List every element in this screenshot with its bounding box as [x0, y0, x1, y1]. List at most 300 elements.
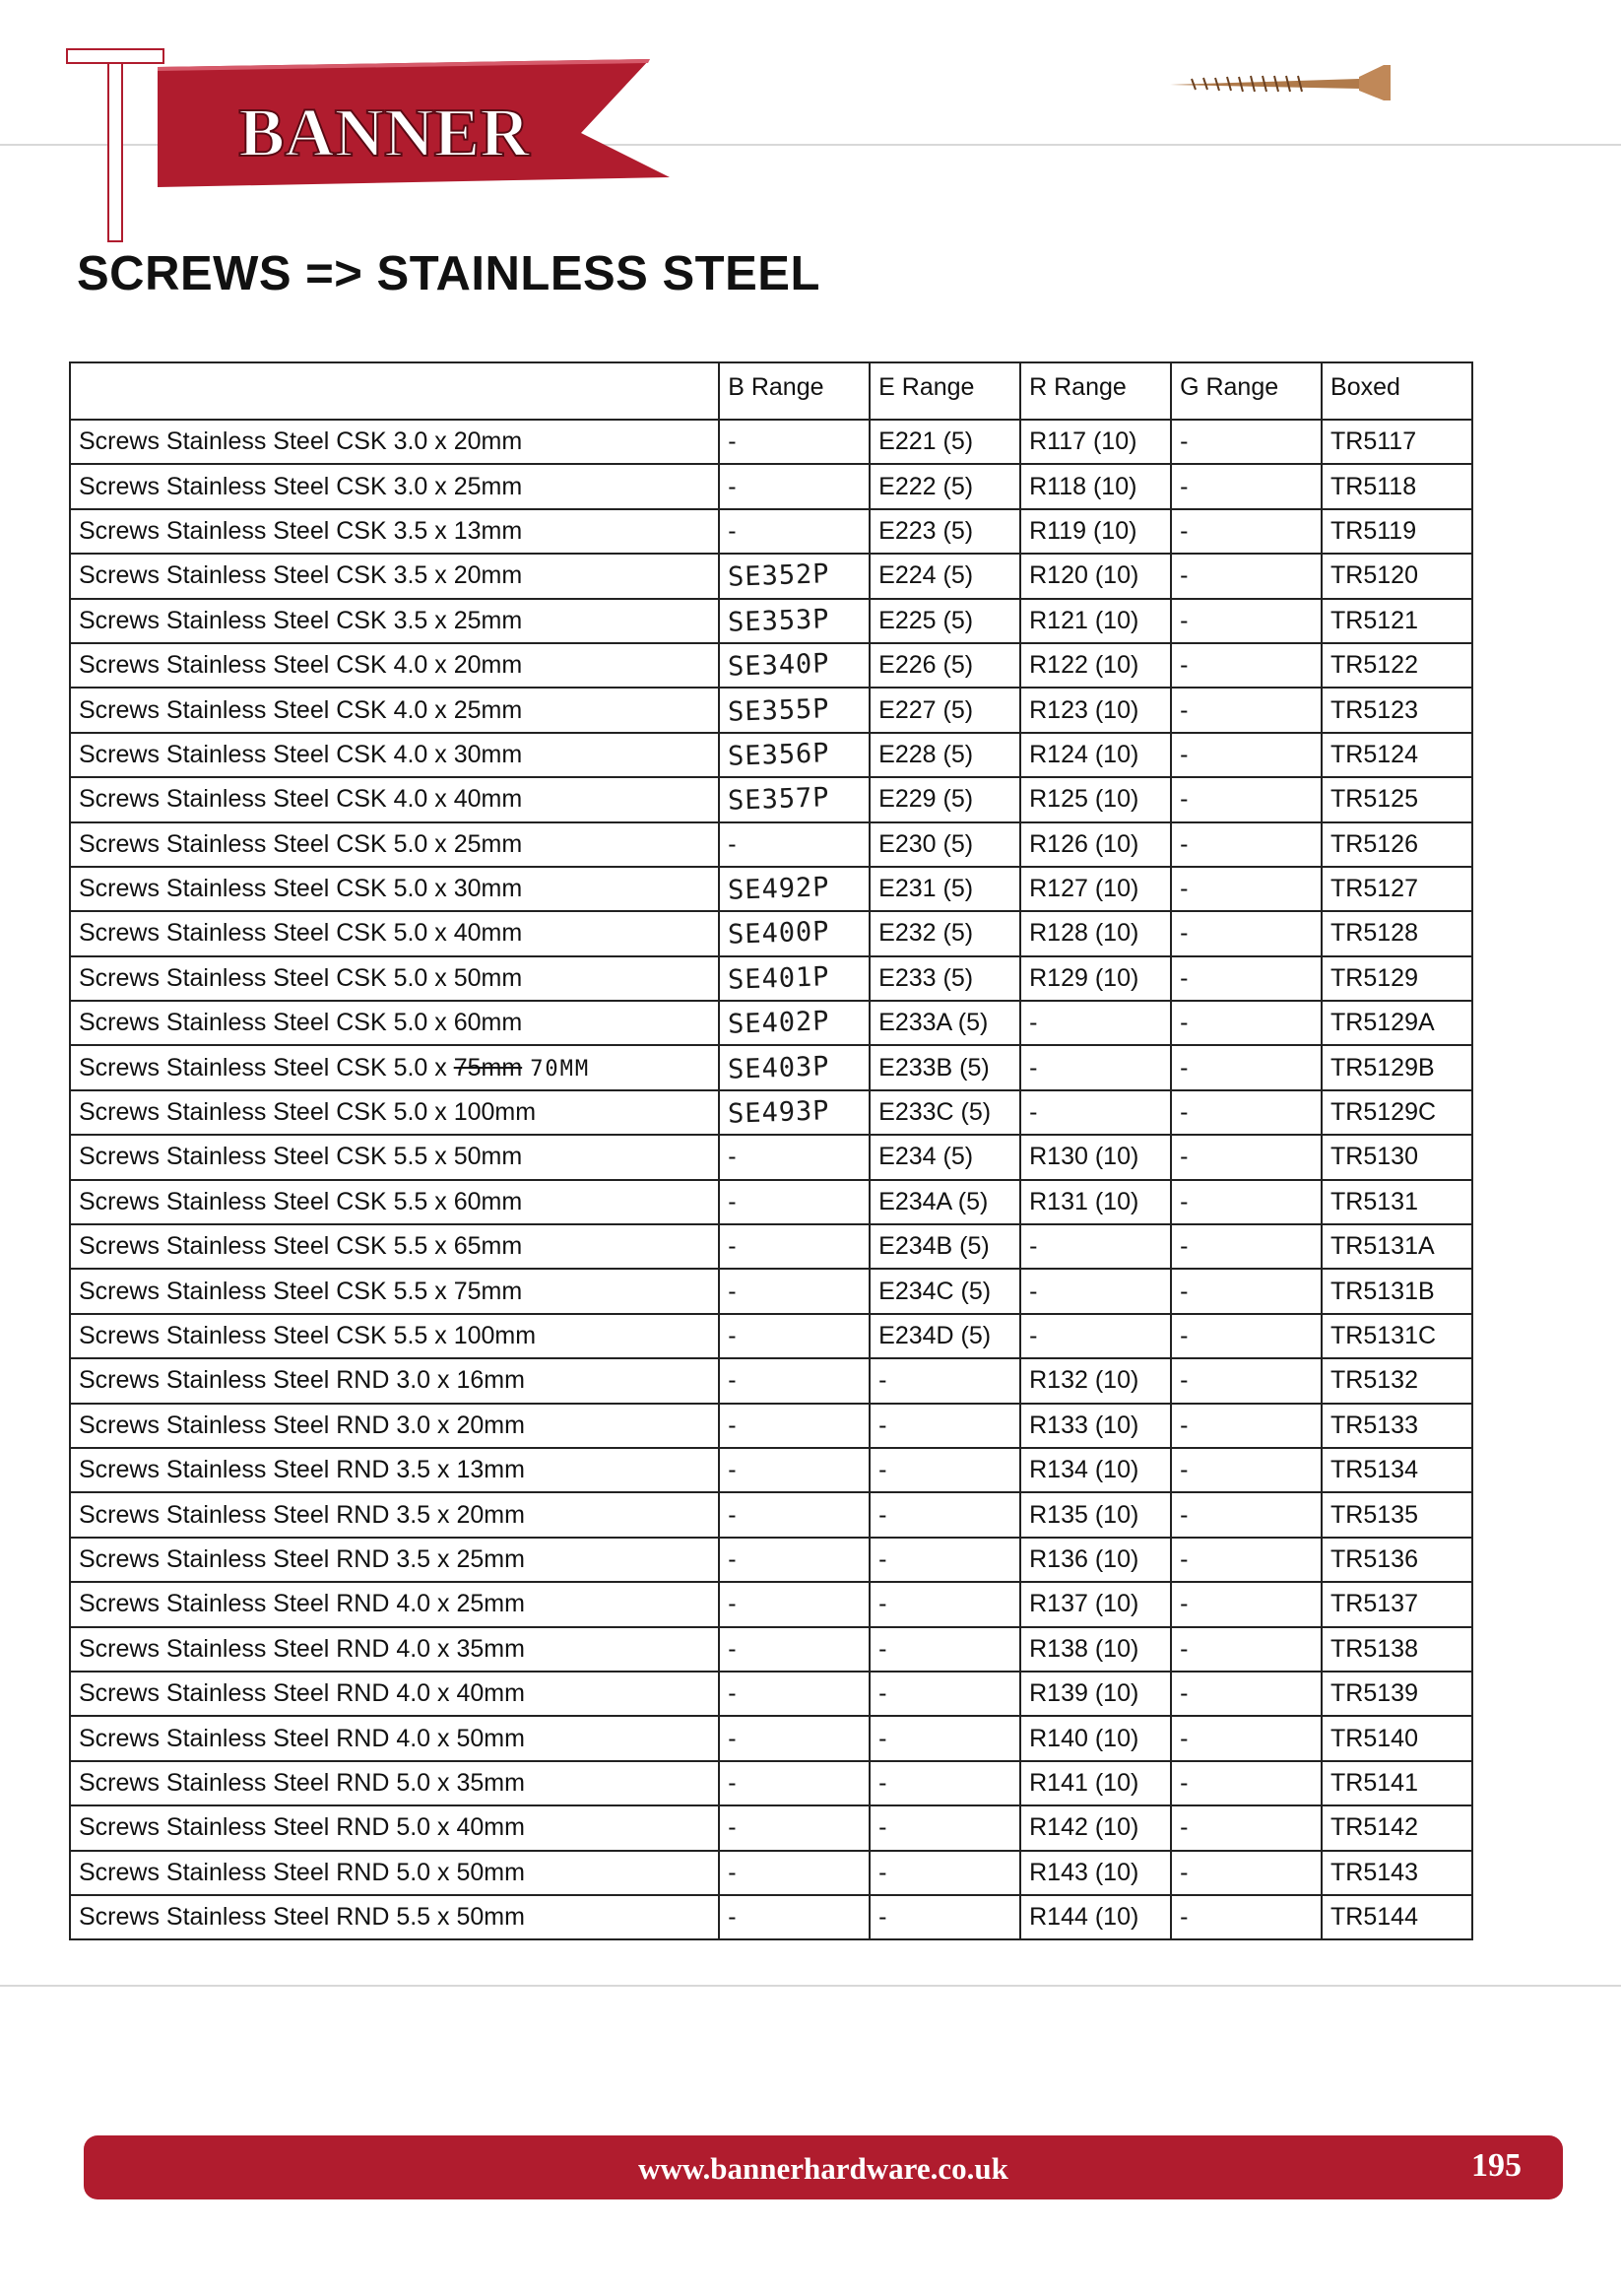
cell-g-range-text: -	[1180, 695, 1189, 724]
cell-boxed	[1322, 1492, 1472, 1537]
table-header-row	[70, 362, 1472, 420]
cell-e-range-text: E221 (5)	[878, 427, 974, 456]
cell-e-range-text: E226 (5)	[878, 651, 974, 680]
cell-r-range	[1020, 822, 1171, 867]
cell-g-range-text: -	[1180, 785, 1189, 814]
cell-g-range-text: -	[1180, 561, 1189, 590]
description-struck-size: 75mm	[453, 1053, 523, 1082]
cell-e-range-text: -	[878, 1858, 887, 1886]
cell-b-range	[719, 777, 870, 821]
table-row	[70, 1627, 1472, 1672]
cell-description	[70, 1895, 719, 1939]
cell-boxed	[1322, 1761, 1472, 1805]
cell-description	[70, 1672, 719, 1716]
cell-r-range	[1020, 777, 1171, 821]
cell-boxed	[1322, 1045, 1472, 1089]
cell-e-range-text: E222 (5)	[878, 472, 974, 500]
cell-boxed-text: TR5124	[1330, 740, 1418, 768]
description-text: Screws Stainless Steel RND 5.5 x 50mm	[79, 1903, 525, 1932]
cell-boxed	[1322, 554, 1472, 598]
cell-boxed	[1322, 1180, 1472, 1224]
cell-r-range	[1020, 1851, 1171, 1895]
cell-g-range	[1171, 867, 1322, 911]
description-text: Screws Stainless Steel CSK 5.5 x 50mm	[79, 1143, 523, 1171]
cell-boxed-text: TR5134	[1330, 1456, 1418, 1484]
cell-b-range-text: -	[728, 1724, 737, 1752]
cell-e-range-text: -	[878, 1768, 887, 1797]
cell-e-range-text: E233B (5)	[878, 1053, 990, 1082]
cell-b-range-text: -	[728, 1500, 737, 1529]
cell-description	[70, 956, 719, 1001]
cell-g-range	[1171, 1672, 1322, 1716]
cell-e-range	[870, 1448, 1020, 1492]
cell-r-range-text: R130 (10)	[1029, 1143, 1139, 1171]
cell-e-range-text: -	[878, 1903, 887, 1932]
cell-e-range-text: E233 (5)	[878, 963, 974, 992]
table-row	[70, 1404, 1472, 1448]
description-text: Screws Stainless Steel CSK 4.0 x 25mm	[79, 695, 523, 724]
cell-b-range-text: SE402P	[727, 1006, 831, 1041]
cell-e-range	[870, 420, 1020, 464]
table-row	[70, 1538, 1472, 1582]
cell-b-range	[719, 1314, 870, 1358]
cell-b-range-text: -	[728, 1679, 737, 1708]
cell-r-range	[1020, 509, 1171, 554]
cell-b-range	[719, 1135, 870, 1179]
table-row	[70, 1716, 1472, 1760]
cell-boxed-text: TR5120	[1330, 561, 1418, 590]
cell-e-range-text: E234 (5)	[878, 1143, 974, 1171]
cell-e-range-text: E234C (5)	[878, 1277, 992, 1305]
cell-boxed-text: TR5127	[1330, 875, 1418, 903]
cell-b-range	[719, 464, 870, 508]
cell-b-range	[719, 420, 870, 464]
cell-boxed-text: TR5133	[1330, 1410, 1418, 1439]
cell-r-range	[1020, 1001, 1171, 1045]
description-text: Screws Stainless Steel RND 3.0 x 16mm	[79, 1366, 525, 1395]
cell-description	[70, 1180, 719, 1224]
cell-boxed	[1322, 420, 1472, 464]
header-g-range: G Range	[1171, 362, 1322, 420]
cell-e-range-text: -	[878, 1456, 887, 1484]
cell-b-range-text: -	[728, 1322, 737, 1349]
cell-description	[70, 1492, 719, 1537]
cell-r-range-text: R143 (10)	[1029, 1858, 1139, 1886]
cell-r-range-text: R142 (10)	[1029, 1813, 1139, 1842]
cell-e-range-text: E233C (5)	[878, 1098, 992, 1127]
cell-g-range	[1171, 1358, 1322, 1403]
cell-g-range-text: -	[1180, 1053, 1189, 1082]
table-row	[70, 1895, 1472, 1939]
description-text: Screws Stainless Steel CSK 4.0 x 20mm	[79, 651, 523, 680]
cell-description	[70, 1314, 719, 1358]
cell-g-range-text: -	[1180, 472, 1189, 500]
cell-r-range-text: R131 (10)	[1029, 1187, 1139, 1215]
cell-e-range	[870, 1135, 1020, 1179]
cell-r-range-text: -	[1029, 1098, 1038, 1127]
table-row	[70, 1582, 1472, 1626]
cell-b-range	[719, 643, 870, 688]
table-row	[70, 1045, 1472, 1089]
cell-r-range-text: R127 (10)	[1029, 875, 1139, 903]
cell-e-range	[870, 1090, 1020, 1135]
cell-e-range-text: E227 (5)	[878, 695, 974, 724]
cell-b-range-text: SE356P	[727, 738, 831, 772]
cell-boxed-text: TR5126	[1330, 829, 1418, 858]
cell-g-range	[1171, 554, 1322, 598]
cell-b-range	[719, 1538, 870, 1582]
header-description	[70, 362, 719, 420]
cell-r-range-text: R120 (10)	[1029, 561, 1139, 590]
description-text: Screws Stainless Steel CSK 5.5 x 65mm	[79, 1232, 523, 1261]
cell-boxed	[1322, 688, 1472, 732]
table-row	[70, 1224, 1472, 1269]
cell-description	[70, 1269, 719, 1313]
products-table	[69, 361, 1473, 1940]
cell-boxed	[1322, 822, 1472, 867]
cell-g-range	[1171, 1492, 1322, 1537]
cell-boxed-text: TR5144	[1330, 1903, 1418, 1932]
cell-b-range-text: SE353P	[727, 603, 831, 638]
cell-g-range	[1171, 1761, 1322, 1805]
cell-g-range-text: -	[1180, 1903, 1189, 1932]
cell-description	[70, 1135, 719, 1179]
cell-b-range	[719, 867, 870, 911]
cell-boxed	[1322, 1627, 1472, 1672]
cell-description	[70, 1224, 719, 1269]
cell-boxed	[1322, 1404, 1472, 1448]
cell-boxed	[1322, 599, 1472, 643]
cell-g-range	[1171, 1538, 1322, 1582]
cell-g-range-text: -	[1180, 875, 1189, 903]
cell-boxed	[1322, 1135, 1472, 1179]
cell-b-range	[719, 1761, 870, 1805]
cell-g-range	[1171, 777, 1322, 821]
table-row	[70, 1761, 1472, 1805]
cell-boxed	[1322, 1001, 1472, 1045]
cell-description	[70, 733, 719, 777]
cell-r-range-text: R119 (10)	[1029, 516, 1137, 545]
cell-r-range	[1020, 1672, 1171, 1716]
cell-r-range-text: R141 (10)	[1029, 1768, 1139, 1797]
footer-url[interactable]: www.bannerhardware.co.uk	[638, 2151, 1008, 2186]
cell-g-range-text: -	[1180, 1768, 1189, 1797]
cell-g-range-text: -	[1180, 427, 1189, 456]
cell-g-range	[1171, 1448, 1322, 1492]
cell-g-range	[1171, 1180, 1322, 1224]
cell-g-range	[1171, 1135, 1322, 1179]
cell-g-range-text: -	[1180, 1634, 1189, 1663]
cell-boxed	[1322, 1358, 1472, 1403]
cell-e-range	[870, 1672, 1020, 1716]
cell-b-range	[719, 1358, 870, 1403]
cell-boxed	[1322, 777, 1472, 821]
cell-description	[70, 420, 719, 464]
cell-b-range	[719, 1090, 870, 1135]
cell-e-range	[870, 1895, 1020, 1939]
page-number: 195	[1471, 2147, 1522, 2184]
cell-description	[70, 554, 719, 598]
cell-b-range	[719, 509, 870, 554]
cell-r-range	[1020, 1180, 1171, 1224]
cell-b-range-text: -	[728, 1456, 737, 1484]
description-text: Screws Stainless Steel CSK 3.5 x 13mm	[79, 516, 523, 545]
cell-r-range	[1020, 1716, 1171, 1760]
cell-e-range-text: -	[878, 1724, 887, 1752]
description-text: Screws Stainless Steel CSK 3.0 x 25mm	[79, 472, 523, 500]
cell-r-range-text: -	[1029, 1232, 1038, 1261]
cell-b-range-text: SE355P	[727, 692, 831, 728]
cell-r-range	[1020, 1805, 1171, 1850]
cell-g-range	[1171, 1224, 1322, 1269]
cell-e-range	[870, 509, 1020, 554]
description-text: Screws Stainless Steel CSK 5.0 x 25mm	[79, 829, 523, 858]
cell-g-range	[1171, 733, 1322, 777]
description-text: Screws Stainless Steel CSK 3.0 x 20mm	[79, 427, 523, 456]
cell-boxed	[1322, 956, 1472, 1001]
cell-r-range	[1020, 599, 1171, 643]
cell-e-range-text: E225 (5)	[878, 606, 974, 634]
cell-boxed-text: TR5129	[1330, 963, 1418, 992]
cell-e-range	[870, 1582, 1020, 1626]
table-row	[70, 822, 1472, 867]
table-row	[70, 1851, 1472, 1895]
cell-g-range	[1171, 1001, 1322, 1045]
header-b-range: B Range	[719, 362, 870, 420]
description-text: Screws Stainless Steel CSK 4.0 x 40mm	[79, 785, 523, 814]
cell-boxed-text: TR5129C	[1330, 1098, 1437, 1127]
cell-e-range-text: E233A (5)	[878, 1009, 989, 1037]
cell-e-range	[870, 956, 1020, 1001]
cell-boxed	[1322, 464, 1472, 508]
cell-r-range	[1020, 1627, 1171, 1672]
cell-boxed-text: TR5136	[1330, 1544, 1418, 1573]
cell-b-range-text: SE352P	[727, 558, 831, 594]
cell-boxed	[1322, 1582, 1472, 1626]
cell-b-range-text: -	[728, 1858, 737, 1886]
cell-boxed-text: TR5131C	[1330, 1322, 1437, 1349]
cell-b-range	[719, 554, 870, 598]
cell-description	[70, 1761, 719, 1805]
cell-boxed-text: TR5129B	[1330, 1053, 1435, 1082]
cell-b-range	[719, 1269, 870, 1313]
cell-g-range	[1171, 643, 1322, 688]
cell-boxed	[1322, 1851, 1472, 1895]
cell-boxed	[1322, 1269, 1472, 1313]
handwritten-size-note: 70MM	[530, 1056, 591, 1082]
cell-g-range	[1171, 1851, 1322, 1895]
description-text: Screws Stainless Steel CSK 5.5 x 60mm	[79, 1187, 523, 1215]
cell-boxed-text: TR5137	[1330, 1590, 1418, 1618]
cell-g-range	[1171, 1895, 1322, 1939]
cell-r-range-text: R121 (10)	[1029, 606, 1139, 634]
cell-r-range	[1020, 1448, 1171, 1492]
cell-r-range-text: -	[1029, 1053, 1038, 1082]
footer-bar	[84, 2135, 1563, 2199]
description-text: Screws Stainless Steel RND 5.0 x 35mm	[79, 1768, 525, 1797]
cell-boxed-text: TR5121	[1330, 606, 1418, 634]
flag-pole	[108, 49, 122, 241]
cell-b-range-text: SE340P	[727, 648, 831, 683]
cell-r-range	[1020, 1314, 1171, 1358]
cell-boxed	[1322, 1672, 1472, 1716]
cell-b-range-text: -	[728, 1232, 737, 1261]
cell-e-range	[870, 1001, 1020, 1045]
cell-boxed-text: TR5143	[1330, 1858, 1418, 1886]
table-row	[70, 777, 1472, 821]
table-row	[70, 1135, 1472, 1179]
cell-e-range-text: E231 (5)	[878, 875, 974, 903]
cell-r-range-text: R136 (10)	[1029, 1544, 1139, 1573]
cell-r-range	[1020, 867, 1171, 911]
cell-g-range-text: -	[1180, 1813, 1189, 1842]
cell-description	[70, 464, 719, 508]
cell-r-range-text: R137 (10)	[1029, 1590, 1139, 1618]
cell-boxed-text: TR5122	[1330, 651, 1418, 680]
cell-boxed	[1322, 911, 1472, 955]
cell-r-range	[1020, 956, 1171, 1001]
cell-g-range-text: -	[1180, 516, 1189, 545]
cell-r-range	[1020, 554, 1171, 598]
cell-r-range-text: -	[1029, 1277, 1038, 1305]
cell-b-range	[719, 1627, 870, 1672]
cell-boxed	[1322, 1895, 1472, 1939]
cell-g-range-text: -	[1180, 1858, 1189, 1886]
table-row	[70, 1492, 1472, 1537]
description-text: Screws Stainless Steel RND 4.0 x 40mm	[79, 1679, 525, 1708]
cell-r-range-text: -	[1029, 1322, 1038, 1349]
cell-r-range-text: R125 (10)	[1029, 785, 1139, 814]
header-r-range: R Range	[1020, 362, 1171, 420]
cell-b-range-text: SE401P	[727, 961, 831, 996]
cell-b-range-text: -	[728, 516, 737, 545]
cell-description	[70, 1582, 719, 1626]
cell-b-range-text: SE492P	[727, 872, 831, 906]
cell-b-range	[719, 1001, 870, 1045]
cell-description	[70, 1001, 719, 1045]
cell-r-range-text: R134 (10)	[1029, 1456, 1139, 1484]
cell-e-range-text: E229 (5)	[878, 785, 974, 814]
cell-g-range-text: -	[1180, 1366, 1189, 1395]
cell-g-range-text: -	[1180, 1679, 1189, 1708]
table-row	[70, 1358, 1472, 1403]
cell-b-range	[719, 1045, 870, 1089]
cell-r-range	[1020, 733, 1171, 777]
cell-r-range-text: R122 (10)	[1029, 651, 1139, 680]
cell-e-range	[870, 1627, 1020, 1672]
cell-e-range	[870, 733, 1020, 777]
description-text: Screws Stainless Steel RND 4.0 x 50mm	[79, 1724, 525, 1752]
table-row	[70, 464, 1472, 508]
description-text: Screws Stainless Steel CSK 5.5 x 75mm	[79, 1277, 523, 1305]
cell-e-range-text: -	[878, 1544, 887, 1573]
cell-r-range	[1020, 1492, 1171, 1537]
table-row	[70, 688, 1472, 732]
cell-g-range-text: -	[1180, 1322, 1189, 1349]
description-text: Screws Stainless Steel CSK 3.5 x 25mm	[79, 606, 523, 634]
brand-name: BANNER	[238, 96, 530, 171]
table-row	[70, 956, 1472, 1001]
cell-e-range-text: E232 (5)	[878, 919, 974, 948]
cell-b-range	[719, 688, 870, 732]
table-row	[70, 554, 1472, 598]
cell-description	[70, 911, 719, 955]
cell-e-range	[870, 1045, 1020, 1089]
cell-r-range	[1020, 643, 1171, 688]
cell-e-range	[870, 688, 1020, 732]
table-row	[70, 1672, 1472, 1716]
cell-g-range-text: -	[1180, 1277, 1189, 1305]
cell-boxed-text: TR5131	[1330, 1187, 1418, 1215]
cell-b-range	[719, 1716, 870, 1760]
cell-b-range	[719, 911, 870, 955]
cell-e-range-text: -	[878, 1634, 887, 1663]
cell-g-range	[1171, 509, 1322, 554]
cell-g-range-text: -	[1180, 1724, 1189, 1752]
cell-b-range	[719, 1805, 870, 1850]
cell-r-range	[1020, 1090, 1171, 1135]
cell-b-range-text: -	[728, 1903, 737, 1932]
cell-boxed-text: TR5123	[1330, 695, 1418, 724]
cell-g-range	[1171, 420, 1322, 464]
cell-boxed-text: TR5135	[1330, 1500, 1418, 1529]
cell-e-range	[870, 1805, 1020, 1850]
cell-e-range	[870, 1851, 1020, 1895]
cell-boxed-text: TR5142	[1330, 1813, 1418, 1842]
cell-description	[70, 1627, 719, 1672]
cell-e-range	[870, 1180, 1020, 1224]
cell-e-range	[870, 1358, 1020, 1403]
cell-e-range-text: -	[878, 1366, 887, 1395]
cell-description	[70, 1358, 719, 1403]
cell-e-range-text: E228 (5)	[878, 740, 974, 768]
table-row	[70, 867, 1472, 911]
cell-boxed-text: TR5129A	[1330, 1009, 1435, 1037]
cell-b-range	[719, 1180, 870, 1224]
cell-boxed-text: TR5138	[1330, 1634, 1418, 1663]
cell-description	[70, 688, 719, 732]
cell-description	[70, 867, 719, 911]
description-text: Screws Stainless Steel RND 3.5 x 13mm	[79, 1456, 525, 1484]
cell-b-range-text: -	[728, 427, 737, 456]
cell-description	[70, 777, 719, 821]
cell-g-range-text: -	[1180, 1143, 1189, 1171]
cell-b-range	[719, 1448, 870, 1492]
cell-g-range-text: -	[1180, 829, 1189, 858]
cell-g-range	[1171, 464, 1322, 508]
cell-g-range-text: -	[1180, 1590, 1189, 1618]
cell-r-range-text: R135 (10)	[1029, 1500, 1139, 1529]
cell-boxed-text: TR5125	[1330, 785, 1418, 814]
description-text: Screws Stainless Steel RND 3.0 x 20mm	[79, 1410, 525, 1439]
cell-r-range-text: R133 (10)	[1029, 1410, 1139, 1439]
description-text: Screws Stainless Steel CSK 5.0 x 60mm	[79, 1009, 523, 1037]
cell-description	[70, 509, 719, 554]
cell-g-range	[1171, 911, 1322, 955]
cell-r-range	[1020, 688, 1171, 732]
cell-b-range	[719, 1851, 870, 1895]
description-text: Screws Stainless Steel CSK 5.0 x 40mm	[79, 919, 523, 948]
cell-g-range	[1171, 1404, 1322, 1448]
banner-logo	[59, 39, 709, 246]
cell-boxed	[1322, 733, 1472, 777]
cell-b-range-text: -	[728, 1187, 737, 1215]
cell-r-range-text: R132 (10)	[1029, 1366, 1139, 1395]
cell-g-range-text: -	[1180, 1544, 1189, 1573]
cell-g-range	[1171, 1269, 1322, 1313]
cell-b-range	[719, 1224, 870, 1269]
cell-boxed	[1322, 643, 1472, 688]
